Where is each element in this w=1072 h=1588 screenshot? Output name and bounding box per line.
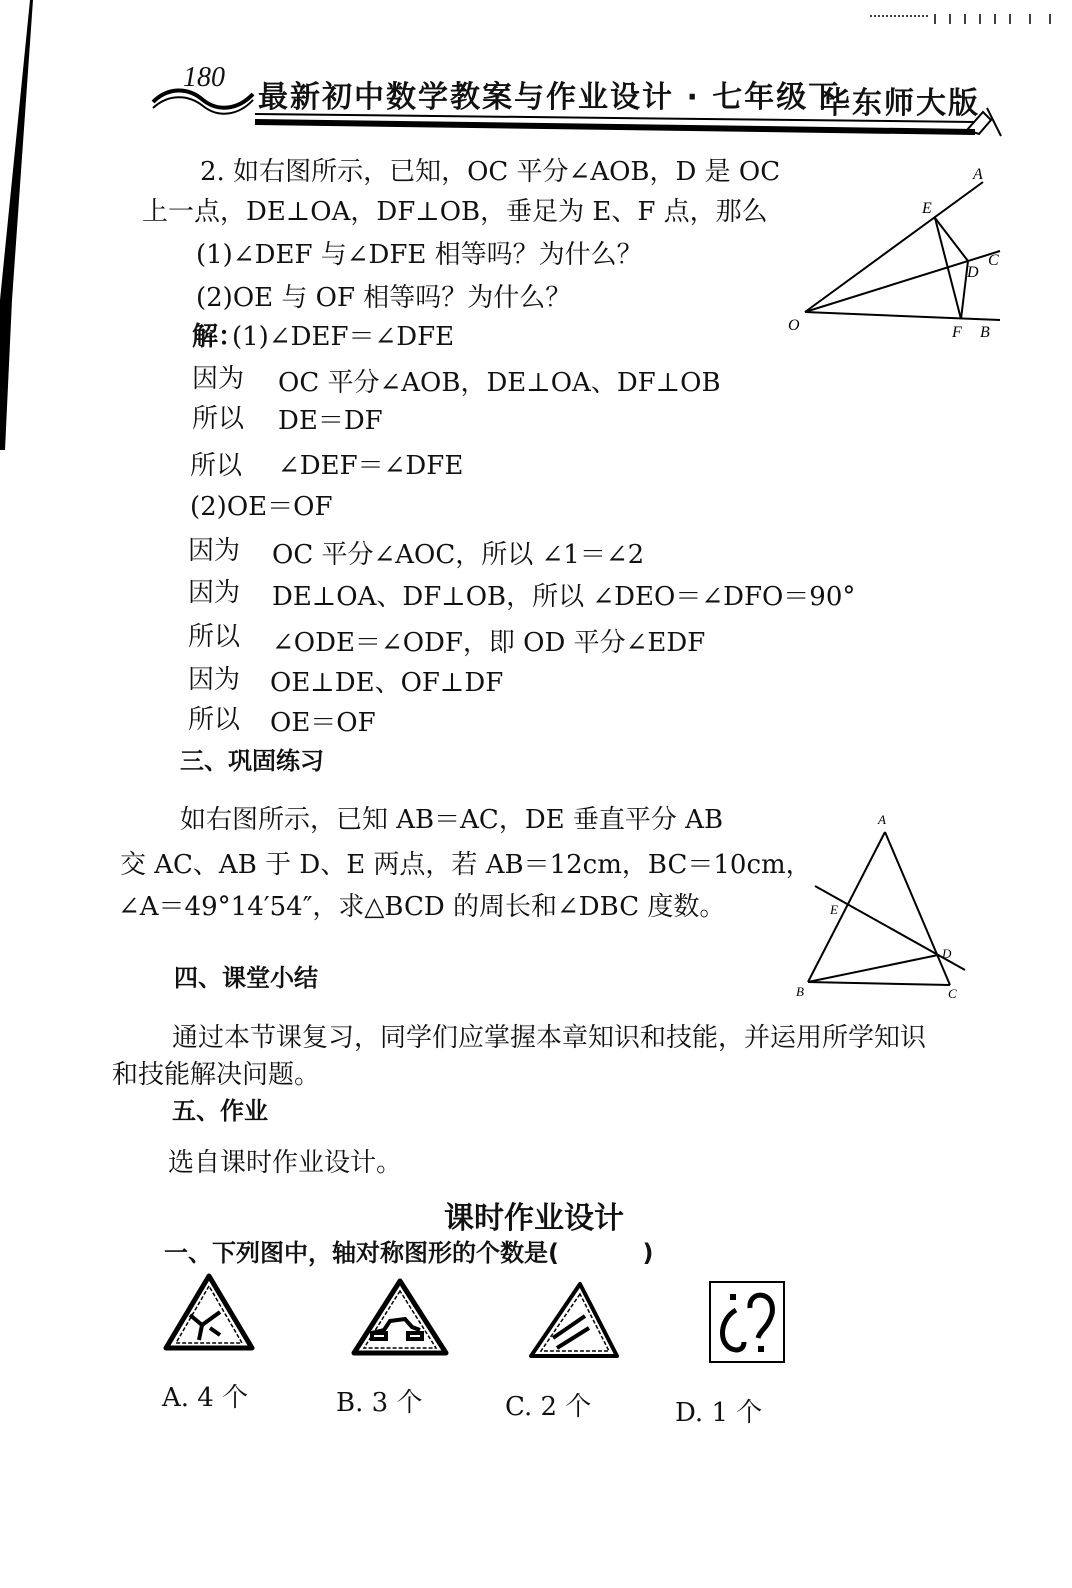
slope-warning-sign-icon	[525, 1278, 625, 1363]
label-C: C	[988, 252, 999, 269]
label-D: D	[942, 946, 952, 961]
wave-ornament-icon	[148, 82, 258, 122]
option-b[interactable]: B. 3 个	[336, 1388, 423, 1418]
solution-text: DE＝DF	[278, 406, 383, 436]
angle-bisector-figure	[780, 155, 1010, 345]
section-3-line-1: 如右图所示，已知 AB＝AC，DE 垂直平分 AB	[180, 805, 724, 835]
problem-2-question-1: (1)∠DEF 与∠DFE 相等吗？为什么？	[196, 240, 643, 270]
problem-2-line-1: 2. 如右图所示，已知，OC 平分∠AOB，D 是 OC	[200, 157, 781, 187]
solution-text: OE⊥DE、OF⊥DF	[270, 668, 504, 698]
option-d[interactable]: D. 1 个	[675, 1398, 763, 1428]
label-B: B	[980, 324, 990, 341]
solution-lead: 因为	[188, 665, 241, 695]
section-3-line-3: ∠A＝49°14′54″，求△BCD 的周长和∠DBC 度数。	[118, 892, 726, 922]
section-3-line-2: 交 AC、AB 于 D、E 两点，若 AB＝12cm，BC＝10cm，	[120, 850, 812, 880]
section-4-line-2: 和技能解决问题。	[112, 1060, 321, 1090]
label-A: A	[973, 166, 983, 183]
section-4-heading: 四、课堂小结	[174, 964, 318, 992]
section-4-line-1: 通过本节课复习，同学们应掌握本章知识和技能，并运用所学知识	[172, 1023, 927, 1053]
homework-title: 课时作业设计	[444, 1201, 624, 1236]
label-E: E	[830, 902, 838, 917]
option-a[interactable]: A. 4 个	[162, 1383, 249, 1413]
book-title: 最新初中数学教案与作业设计 · 七年级下	[258, 80, 841, 115]
solution-text: (2)OE＝OF	[190, 492, 333, 522]
solution-text: (1)∠DEF＝∠DFE	[232, 322, 455, 352]
label-F: F	[952, 324, 962, 341]
solution-lead: 所以	[190, 451, 243, 481]
solution-lead: 解：	[192, 322, 245, 352]
section-5-heading: 五、作业	[172, 1097, 268, 1125]
scan-noise	[870, 10, 1070, 30]
solution-lead: 因为	[188, 578, 241, 608]
hook-symbol-icon	[708, 1280, 788, 1365]
solution-text: ∠DEF＝∠DFE	[278, 451, 464, 481]
section-5-text: 选自课时作业设计。	[168, 1148, 403, 1178]
triangle-figure	[780, 800, 990, 1000]
option-c[interactable]: C. 2 个	[505, 1392, 592, 1422]
edition-label: 华东师大版	[820, 86, 980, 121]
section-3-heading: 三、巩固练习	[180, 747, 324, 775]
binding-shadow	[0, 0, 40, 1588]
solution-lead: 所以	[188, 705, 241, 735]
bridge-warning-sign-icon	[350, 1275, 450, 1360]
label-D: D	[967, 264, 979, 281]
problem-2-line-2: 上一点，DE⊥OA，DF⊥OB，垂足为 E、F 点，那么	[142, 197, 768, 227]
solution-text: DE⊥OA、DF⊥OB，所以 ∠DEO＝∠DFO＝90°	[272, 582, 856, 612]
header-rule	[255, 112, 1015, 142]
solution-lead: 所以	[188, 622, 241, 652]
label-C: C	[948, 986, 957, 1001]
solution-lead: 所以	[192, 404, 245, 434]
airplane-warning-sign-icon	[162, 1270, 257, 1355]
solution-text: OC 平分∠AOC，所以 ∠1＝∠2	[272, 540, 645, 570]
homework-question: 一、下列图中，轴对称图形的个数是( )	[164, 1239, 654, 1267]
label-O: O	[788, 317, 800, 334]
solution-text: OC 平分∠AOB，DE⊥OA、DF⊥OB	[278, 368, 721, 398]
solution-text: OE＝OF	[270, 708, 376, 738]
label-B: B	[796, 984, 804, 999]
pen-hand-icon	[965, 100, 1005, 140]
label-A: A	[878, 812, 886, 827]
label-E: E	[922, 200, 932, 217]
solution-lead: 因为	[192, 364, 245, 394]
solution-lead: 因为	[188, 536, 241, 566]
solution-text: ∠ODE＝∠ODF，即 OD 平分∠EDF	[272, 628, 706, 658]
problem-2-question-2: (2)OE 与 OF 相等吗？为什么？	[196, 283, 572, 313]
page-number: 180	[183, 62, 225, 93]
